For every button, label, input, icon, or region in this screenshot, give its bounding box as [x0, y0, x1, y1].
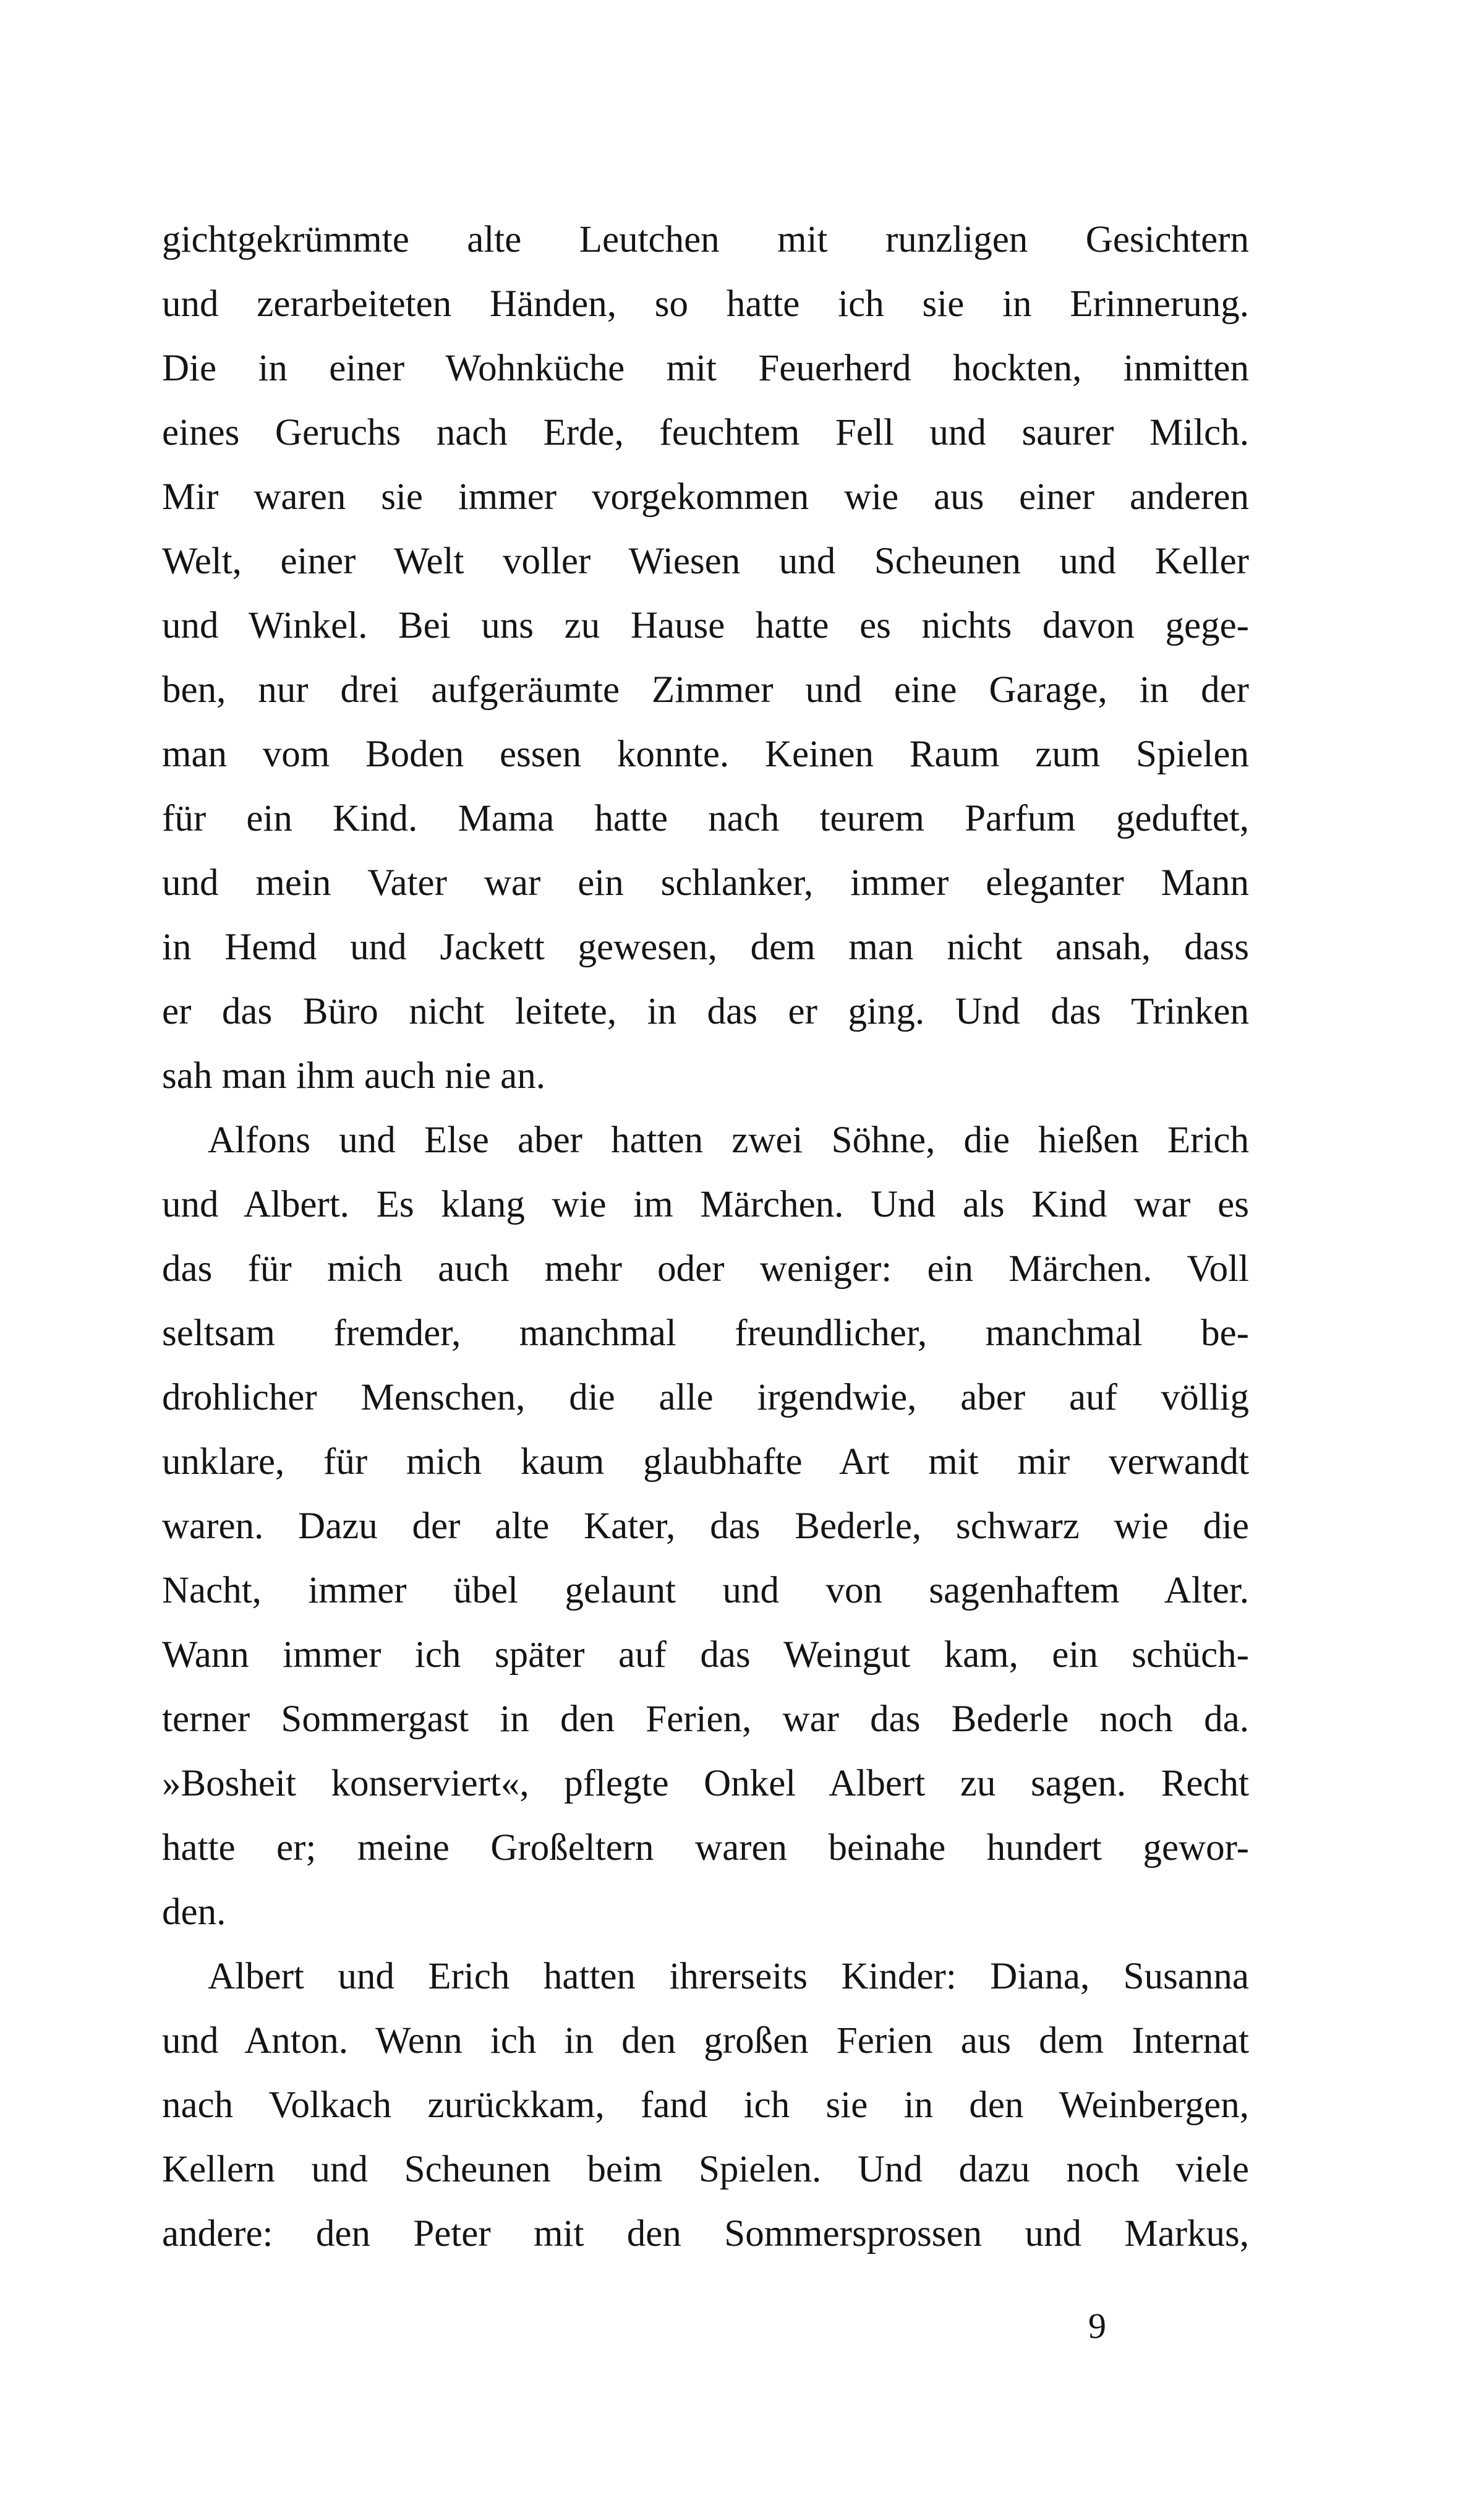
text-line: und Albert. Es klang wie im Märchen. Und als Kind war es: [162, 1184, 1249, 1225]
text-line: Welt, einer Welt voller Wiesen und Scheunen und Keller: [162, 541, 1249, 582]
text-line: hatte er; meine Großeltern waren beinahe hundert gewor-: [162, 1827, 1249, 1869]
text-line: drohlicher Menschen, die alle irgendwie, aber auf völlig: [162, 1377, 1249, 1418]
text-line: und Anton. Wenn ich in den großen Ferien aus dem Internat: [162, 2020, 1249, 2061]
text-line: Alfons und Else aber hatten zwei Söhne, die hießen Erich: [208, 1120, 1249, 1161]
text-line: und zerarbeiteten Händen, so hatte ich sie in Erinnerung.: [162, 283, 1249, 325]
text-line: er das Büro nicht leitete, in das er ging. Und das Trinken: [162, 991, 1249, 1032]
text-line: den.: [162, 1891, 226, 1933]
text-line: seltsam fremder, manchmal freundlicher, manchmal be-: [162, 1312, 1249, 1354]
text-line: das für mich auch mehr oder weniger: ein Märchen. Voll: [162, 1248, 1249, 1290]
text-line: man vom Boden essen konnte. Keinen Raum zum Spielen: [162, 734, 1249, 775]
text-line: eines Geruchs nach Erde, feuchtem Fell und saurer Milch.: [162, 412, 1249, 453]
text-line: ben, nur drei aufgeräumte Zimmer und eine Garage, in der: [162, 669, 1249, 711]
text-line: Mir waren sie immer vorgekommen wie aus einer anderen: [162, 476, 1249, 518]
text-line: unklare, für mich kaum glaubhafte Art mit mir verwandt: [162, 1441, 1249, 1483]
text-line: andere: den Peter mit den Sommersprossen und Markus,: [162, 2213, 1249, 2254]
text-line: und Winkel. Bei uns zu Hause hatte es nichts davon gege-: [162, 605, 1249, 646]
text-line: und mein Vater war ein schlanker, immer eleganter Mann: [162, 862, 1249, 904]
body-text: [162, 208, 1249, 2266]
text-line: »Bosheit konserviert«, pflegte Onkel Albert zu sagen. Recht: [162, 1763, 1249, 1804]
page-number: 9: [1088, 2306, 1106, 2346]
text-line: nach Volkach zurückkam, fand ich sie in den Weinbergen,: [162, 2084, 1249, 2126]
text-line: sah man ihm auch nie an.: [162, 1055, 545, 1097]
text-line: gichtgekrümmte alte Leutchen mit runzligen Gesichtern: [162, 219, 1249, 260]
text-line: Kellern und Scheunen beim Spielen. Und dazu noch viele: [162, 2149, 1249, 2190]
text-line: Die in einer Wohnküche mit Feuerherd hockten, inmitten: [162, 348, 1249, 389]
text-line: in Hemd und Jackett gewesen, dem man nicht ansah, dass: [162, 927, 1249, 968]
text-line: Albert und Erich hatten ihrerseits Kinder: Diana, Susanna: [208, 1956, 1249, 1997]
text-line: Nacht, immer übel gelaunt und von sagenhaftem Alter.: [162, 1570, 1249, 1611]
text-line: terner Sommergast in den Ferien, war das Bederle noch da.: [162, 1698, 1249, 1740]
text-line: für ein Kind. Mama hatte nach teurem Parfum geduftet,: [162, 798, 1249, 839]
text-line: Wann immer ich später auf das Weingut kam, ein schüch-: [162, 1634, 1249, 1676]
text-line: waren. Dazu der alte Kater, das Bederle, schwarz wie die: [162, 1505, 1249, 1547]
